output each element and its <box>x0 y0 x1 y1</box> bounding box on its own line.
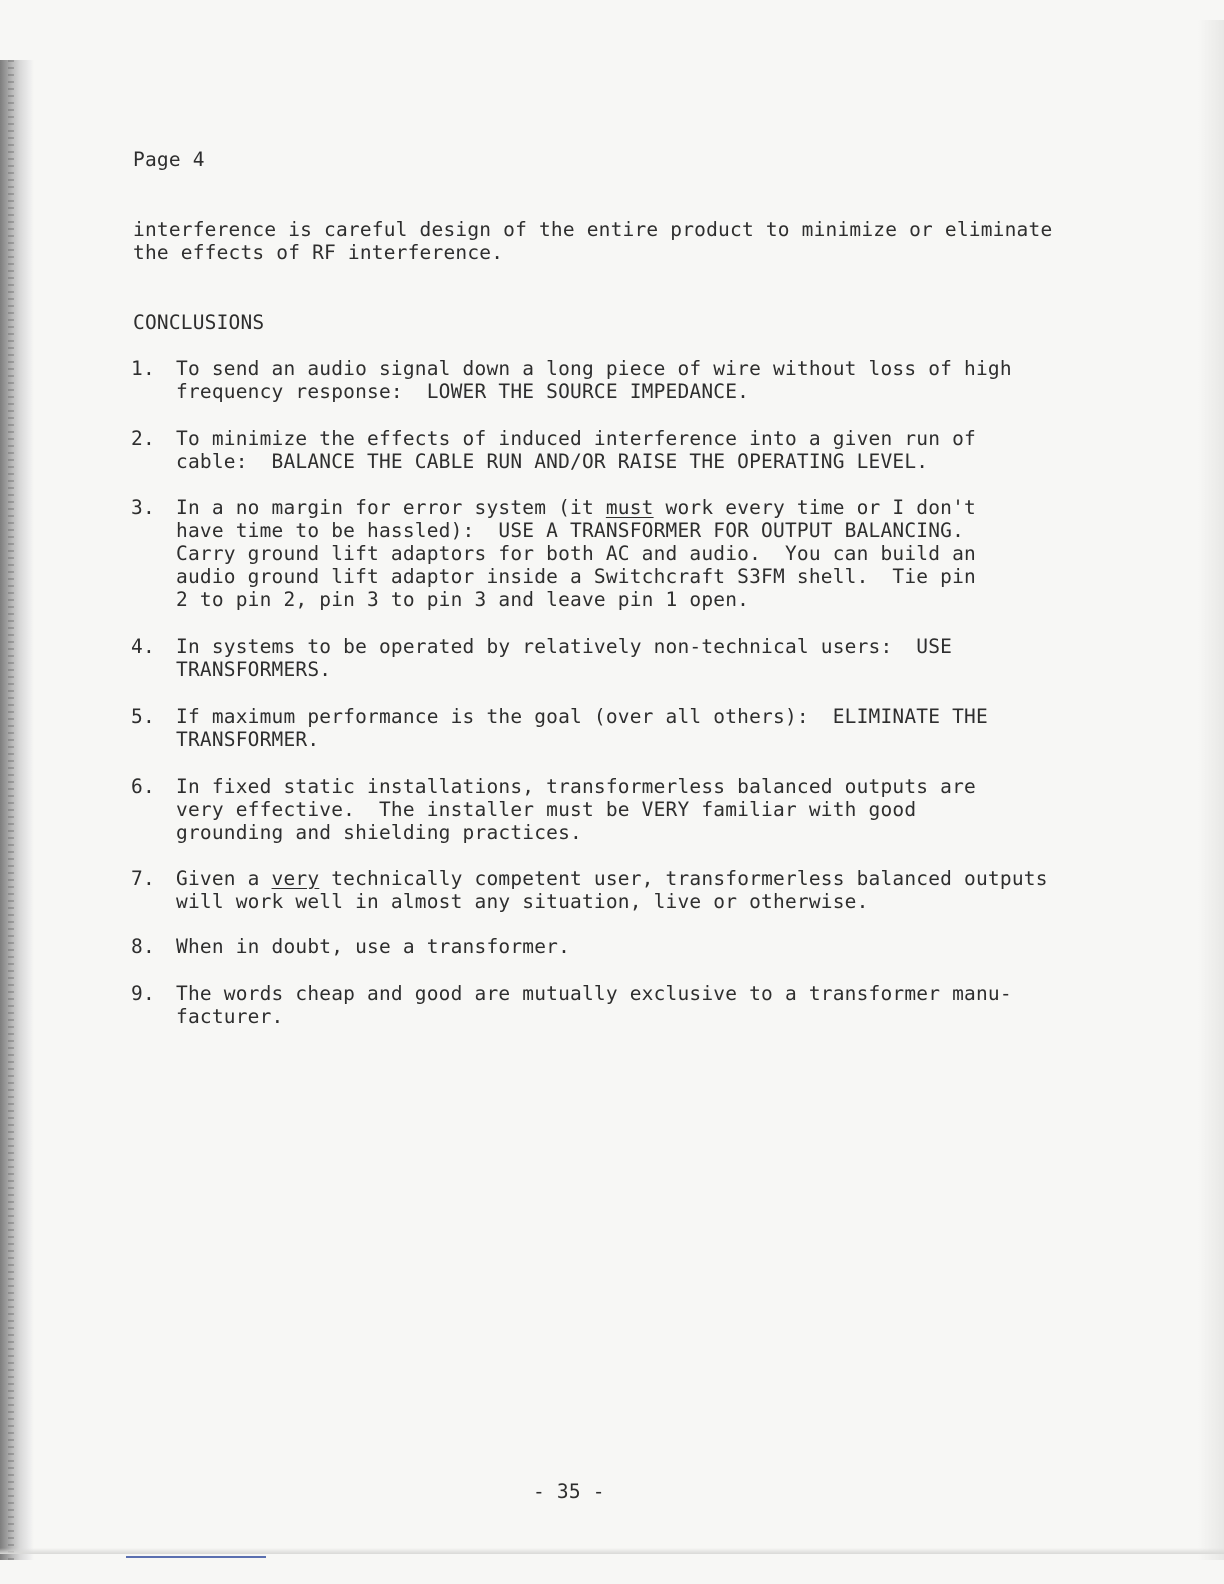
item-line: In fixed static installations, transformerless balanced outputs are <box>176 775 976 798</box>
item-line: have time to be hassled): USE A TRANSFORMER FOR OUTPUT BALANCING. <box>176 519 965 542</box>
item-line: Carry ground lift adaptors for both AC and audio. You can build an <box>176 542 976 565</box>
item-line: frequency response: LOWER THE SOURCE IMPEDANCE. <box>176 380 750 403</box>
item-number: 8. <box>131 935 155 958</box>
item-line: To send an audio signal down a long piece of wire without loss of high <box>176 357 1012 380</box>
item-line: The words cheap and good are mutually exclusive to a transformer manu- <box>176 982 1012 1005</box>
item-text <box>176 496 976 611</box>
item-line: cable: BALANCE THE CABLE RUN AND/OR RAISE THE OPERATING LEVEL. <box>176 450 929 473</box>
item-line: TRANSFORMER. <box>176 728 320 751</box>
item-number: 6. <box>131 775 155 798</box>
page-number-footer: - 35 - <box>533 1480 605 1503</box>
item-emphasis: very <box>271 867 320 890</box>
item-line: grounding and shielding practices. <box>176 821 582 844</box>
item-line: When in doubt, use a transformer. <box>176 935 571 958</box>
item-text <box>176 775 976 844</box>
item-text <box>176 427 976 473</box>
item-text <box>176 935 570 958</box>
page-header: Page 4 <box>133 148 205 171</box>
item-line: In systems to be operated by relatively non-technical users: USE <box>176 635 953 658</box>
item-line: If maximum performance is the goal (over all others): ELIMINATE THE <box>176 705 988 728</box>
section-heading: CONCLUSIONS <box>133 311 265 334</box>
item-number: 5. <box>131 705 155 728</box>
item-number: 3. <box>131 496 155 519</box>
item-line: will work well in almost any situation, live or otherwise. <box>176 890 869 913</box>
item-line: TRANSFORMERS. <box>176 658 332 681</box>
item-line-part: work every time or I don't <box>653 496 976 519</box>
item-text <box>176 982 1012 1028</box>
item-number: 4. <box>131 635 155 658</box>
item-line: 2 to pin 2, pin 3 to pin 3 and leave pin 1 open. <box>176 588 750 611</box>
scan-right-edge <box>1198 20 1224 1560</box>
item-line-part: In a no margin for error system (it <box>176 496 606 519</box>
item-number: 9. <box>131 982 155 1005</box>
item-text <box>176 705 988 751</box>
item-number: 2. <box>131 427 155 450</box>
item-line-part: Given a <box>176 867 272 890</box>
item-line: very effective. The installer must be VERY familiar with good <box>176 798 917 821</box>
item-line: audio ground lift adaptor inside a Switchcraft S3FM shell. Tie pin <box>176 565 976 588</box>
scan-bottom-edge <box>0 1548 1224 1554</box>
intro-paragraph <box>133 218 1052 264</box>
intro-line-1: interference is careful design of the entire product to minimize or eliminate <box>133 218 1053 241</box>
item-number: 1. <box>131 357 155 380</box>
item-line: facturer. <box>176 1005 284 1028</box>
intro-line-2: the effects of RF interference. <box>133 241 504 264</box>
item-emphasis: must <box>605 496 654 519</box>
item-number: 7. <box>131 867 155 890</box>
item-line-part: technically competent user, transformerless balanced outputs <box>319 867 1048 890</box>
scan-blue-mark <box>126 1556 266 1558</box>
scan-binding-shadow <box>0 60 34 1560</box>
item-text <box>176 867 1048 913</box>
item-text <box>176 635 952 681</box>
item-text <box>176 357 1012 403</box>
item-line: To minimize the effects of induced interference into a given run of <box>176 427 976 450</box>
